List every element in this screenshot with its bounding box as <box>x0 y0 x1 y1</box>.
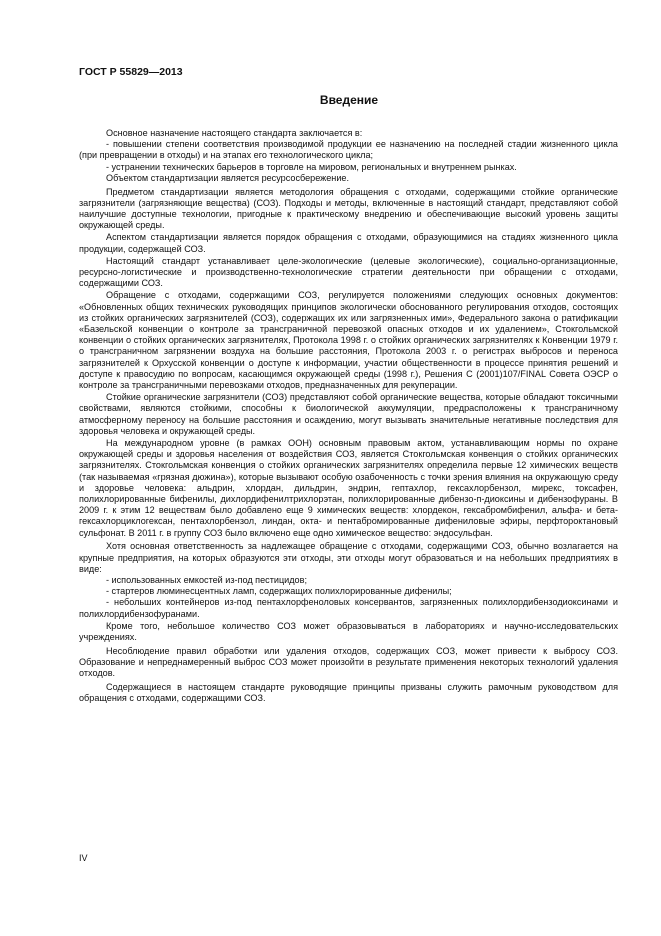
page-number: IV <box>79 853 88 863</box>
paragraph-pop-definition: Стойкие органические загрязнители (СОЗ) представляют собой органические вещества, которые обладают токсичными свойствами, являются стойкими, способны к биологической аккумуляции, предрасположены к трансграничному атмосферному переносу на большие расстояния и осаждению, могут вызывать значительные негативные последствия для здоровья человека и окружающей среды. <box>79 392 618 436</box>
section-title: Введение <box>319 93 379 107</box>
paragraph-documents: Обращение с отходами, содержащими СОЗ, регулируется положениями следующих основных документов: «Обновленных общих технических руководящих принципов экологически обоснованного регулирования отходов, состоящих из стойких органических загрязнителей (СОЗ), содержащих их или загрязненных ими», Федерального закона о ратификации «Базельской конвенции о контроле за трансграничной перевозкой опасных отходов и их удалением», Стокгольмской конвенции о стойких органических загрязнителях, Протокола 1998 г. о стойких органических загрязнителях к Конвенции 1979 г. о трансграничном загрязнении воздуха на большие расстояния, Протокола 2003 г. о регистрах выбросов и переноса загрязнителей к Орхусской конвенции о доступе к информации, участии общественности в процессе принятия решений и доступе к правосудию по вопросам, касающимся окружающей среды (1998 г.), Решения С (2001)107/FINAL Совета ОЭСР о контроле за трансграничными перевозками отходов, предназначенных для рекуперации. <box>79 290 618 390</box>
list-item: - повышении степени соответствия производимой продукции ее назначению на последней стадии жизненного цикла (при превращении в отходы) и на этапах его технологического цикла; <box>79 139 618 161</box>
paragraph-object: Объектом стандартизации является ресурсосбережение. <box>106 172 349 183</box>
paragraph-strategies: Настоящий стандарт устанавливает целе-экологические (целевые экологические), социально-организационные, ресурсно-логистические и производственно-технологические стратегии деятельности при обращении с отходами, содержащими СОЗ. <box>79 255 618 289</box>
paragraph-stockholm: На международном уровне (в рамках ООН) основным правовым актом, устанавливающим нормы по охране окружающей среды и здоровья населения от воздействия СОЗ, является Стокгольмская конвенция о стойких органических загрязнителях. Стокгольмская конвенция о стойких органических загрязнителях определила первые 12 химических веществ (так называемая «грязная дюжина»), которые вызывают особую озабоченность с точки зрения влияния на окружающую среду и здоровье человека: альдрин, хлордан, дильдрин, эндрин, гептахлор, гексахлорбензол, мирекс, токсафен, полихлорированные бифенилы, дихлордифенилтрихлорэтан, полихлорированные дибензо-п-диоксины и дибензофураны. В 2009 г. к этим 12 веществам было добавлено еще 9 химических веществ: хлордекон, гексабромбифенил, альфа- и бета-гексахлорциклогексан, пентахлорбензол, линдан, окта- и пентабромированные дифениловые эфиры, перфтороктановый сульфонат. В 2011 г. в группу СОЗ было включено еще одно химическое вещество: эндосульфан. <box>79 437 618 538</box>
list-item: - стартеров люминесцентных ламп, содержащих полихлорированные дифенилы; <box>106 586 452 597</box>
list-item: - небольших контейнеров из-под пентахлорфеноловых консервантов, загрязненных полихлордибензодиоксинами и полихлордибензофуранами. <box>79 597 618 619</box>
paragraph-laboratories: Кроме того, небольшое количество СОЗ может образовываться в лабораториях и научно-исследовательских учреждениях. <box>79 620 618 642</box>
paragraph-responsibility: Хотя основная ответственность за надлежащее обращение с отходами, содержащими СОЗ, обычно возлагается на крупные предприятия, на которых образуются эти отходы, эти отходы могут образоваться и на небольших предприятиях в виде: <box>79 541 618 574</box>
list-item: - устранении технических барьеров в торговле на мировом, региональных и внутреннем рынках. <box>106 161 517 172</box>
list-item: - использованных емкостей из-под пестицидов; <box>106 574 307 585</box>
body-text <box>79 128 618 704</box>
paragraph-aspect: Аспектом стандартизации является порядок обращения с отходами, образующимися на стадиях жизненного цикла продукции, содержащей СОЗ. <box>79 232 618 254</box>
paragraph-subject: Предметом стандартизации является методология обращения с отходами, содержащими стойкие органические загрязнители (загрязняющие вещества) (СОЗ). Подходы и методы, включенные в настоящий стандарт, представляют собой наилучшие доступные технологии, пригодные к практическому внедрению и обеспечивающие высокий уровень защиты окружающей среды. <box>79 186 618 231</box>
standard-code: ГОСТ Р 55829—2013 <box>79 66 183 78</box>
paragraph-purpose: Основное назначение настоящего стандарта заключается в: <box>106 128 363 138</box>
paragraph-noncompliance: Несоблюдение правил обработки или удаления отходов, содержащих СОЗ, может привести к выбросу СОЗ. Образование и непреднамеренный выброс СОЗ может произойти в результате применения некоторых технологий удаления отходов. <box>79 645 618 679</box>
paragraph-guidelines: Содержащиеся в настоящем стандарте руководящие принципы призваны служить рамочным руководством для обращения с отходами, содержащими СОЗ. <box>79 681 618 703</box>
